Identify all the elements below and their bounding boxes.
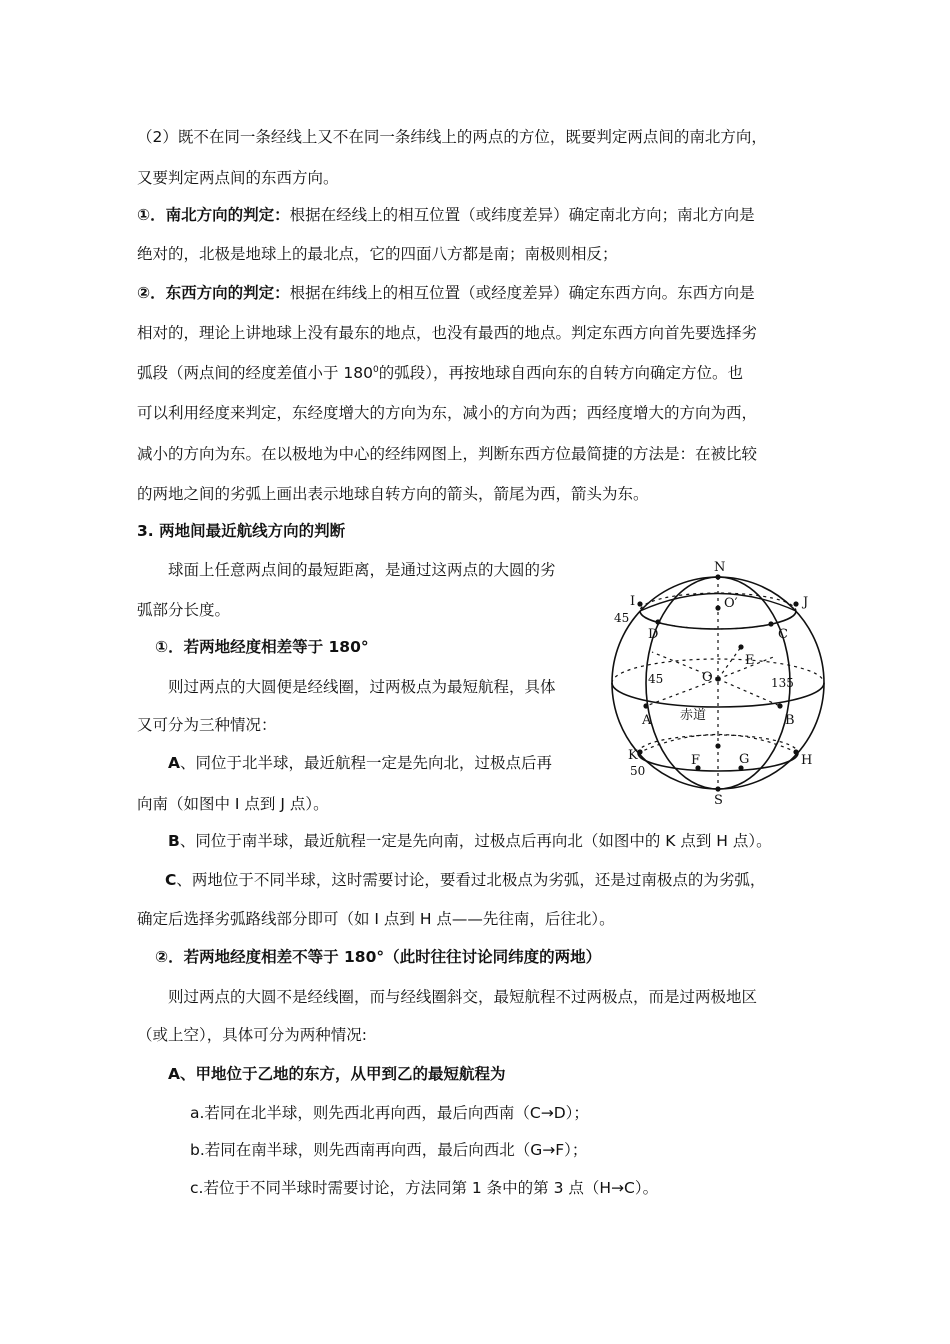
case1-B-label: B — [168, 832, 180, 850]
case1-heading: ①．若两地经度相差等于 180° — [155, 638, 369, 656]
case1-A-label: A — [168, 754, 180, 772]
case1-B-text: 、同位于南半球，最近航程一定是先向南，过极点后再向北（如图中的 K 点到 H 点）。 — [179, 832, 772, 850]
ew-text-c1: 弧段（两点间的经度差值小于 180 — [137, 364, 374, 382]
ew-paragraph-line3 — [137, 363, 743, 383]
case2-item-b: b.若同在南半球，则先西南再向西，最后向西北（G→F）； — [190, 1141, 588, 1159]
ns-paragraph-line1 — [137, 205, 755, 225]
degree-superscript: 0 — [373, 365, 379, 375]
case1-line2: 又可分为三种情况： — [137, 716, 277, 734]
point-k — [637, 749, 642, 754]
case2-line2: （或上空），具体可分为两种情况: — [137, 1026, 367, 1044]
label-d: D — [648, 627, 659, 642]
ns-paragraph-line2: 绝对的，北极是地球上的最北点，它的四面八方都是南；南极则相反； — [137, 245, 618, 263]
point-s — [715, 786, 720, 791]
label-135: 135 — [771, 676, 794, 690]
label-n: N — [714, 560, 726, 575]
case2-item-a: a.若同在北半球，则先西北再向西，最后向西南（C→D）； — [190, 1104, 589, 1122]
label-i: I — [630, 594, 636, 609]
point-i — [637, 601, 642, 606]
label-k: K — [628, 748, 638, 763]
ew-paragraph-line1 — [137, 283, 755, 303]
case1-A-text: 、同位于北半球，最近航程一定是先向北，过极点后再 — [180, 754, 553, 772]
ew-heading: ②．东西方向的判定： — [137, 284, 290, 302]
label-45-mid: 45 — [648, 672, 664, 686]
label-50: 50 — [630, 764, 646, 778]
point-j — [793, 601, 798, 606]
globe-diagram — [608, 556, 834, 806]
ew-text-c2: 的弧段），再按地球自西向东的自转方向确定方位。也 — [378, 364, 744, 382]
label-o: O — [702, 670, 713, 685]
label-g: G — [739, 752, 750, 767]
case2-line1: 则过两点的大圆不是经线圈，而与经线圈斜交，最短航程不过两极点，而是过两极地区 — [168, 988, 758, 1006]
point-center-south — [715, 743, 720, 748]
label-f: F — [691, 753, 701, 768]
case1-A-line2: 向南（如图中 I 点到 J 点）。 — [137, 795, 329, 813]
case1-C-label: C — [165, 871, 177, 889]
case1-line1: 则过两点的大圆便是经线圈，过两极点为最短航程，具体 — [168, 678, 556, 696]
case1-A-line1 — [168, 753, 552, 773]
radius-oe — [718, 647, 741, 679]
case2-item-c: c.若位于不同半球时需要讨论，方法同第 1 条中的第 3 点（H→C）。 — [190, 1179, 659, 1197]
point-d — [655, 619, 660, 624]
label-h: H — [801, 753, 813, 768]
case2-heading: ②．若两地经度相差不等于 180°（此时往往讨论同纬度的两地） — [155, 948, 602, 966]
ew-paragraph-line2: 相对的，理论上讲地球上没有最东的地点，也没有最西的地点。判定东西方向首先要选择劣 — [137, 324, 758, 342]
ew-paragraph-line5: 减小的方向为东。在以极地为中心的经纬网图上，判断东西方位最简捷的方法是：在被比较 — [137, 445, 758, 463]
ew-text-a: 根据在纬线上的相互位置（或经度差异）确定东西方向。东西方向是 — [289, 284, 755, 302]
label-e: E — [745, 653, 755, 668]
point-n — [715, 574, 720, 579]
label-o-prime: O′ — [724, 596, 738, 611]
ew-paragraph-line4: 可以利用经度来判定，东经度增大的方向为东，减小的方向为西；西经度增大的方向为西， — [137, 404, 758, 422]
point-a — [643, 703, 648, 708]
ew-paragraph-line6: 的两地之间的劣弧上画出表示地球自转方向的箭头，箭尾为西，箭头为东。 — [137, 485, 649, 503]
section-3-heading: 3. 两地间最近航线方向的判断 — [137, 522, 346, 540]
para-2-line1: （2）既不在同一条经线上又不在同一条纬线上的两点的方位，既要判定两点间的南北方向， — [137, 128, 767, 146]
case1-C-line1 — [165, 870, 765, 890]
case1-B-line — [168, 831, 772, 851]
label-s: S — [714, 793, 723, 806]
point-e — [738, 644, 743, 649]
label-j: J — [803, 595, 809, 610]
ns-text-a: 根据在经线上的相互位置（或纬度差异）确定南北方向；南北方向是 — [289, 206, 755, 224]
case1-C-line2: 确定后选择劣弧路线部分即可（如 I 点到 H 点——先往南，后往北）。 — [137, 910, 615, 928]
label-c: C — [778, 627, 788, 642]
case2-A-heading: A、甲地位于乙地的东方，从甲到乙的最短航程为 — [168, 1065, 506, 1083]
section-3-line1: 球面上任意两点间的最短距离，是通过这两点的大圆的劣 — [168, 561, 556, 579]
label-45-top: 45 — [614, 611, 630, 625]
point-o — [715, 676, 720, 681]
point-c — [768, 621, 773, 626]
ns-heading: ①．南北方向的判定： — [137, 206, 290, 224]
section-3-line2: 弧部分长度。 — [137, 601, 231, 619]
point-h — [793, 749, 798, 754]
para-2-line2: 又要判定两点间的东西方向。 — [137, 169, 339, 187]
label-equator: 赤道 — [680, 708, 707, 723]
case1-C-text: 、两地位于不同半球，这时需要讨论，要看过北极点为劣弧，还是过南极点的为劣弧， — [176, 871, 766, 889]
label-b: B — [785, 713, 795, 728]
label-a: A — [642, 713, 652, 728]
point-b — [777, 703, 782, 708]
point-o-prime — [715, 605, 720, 610]
